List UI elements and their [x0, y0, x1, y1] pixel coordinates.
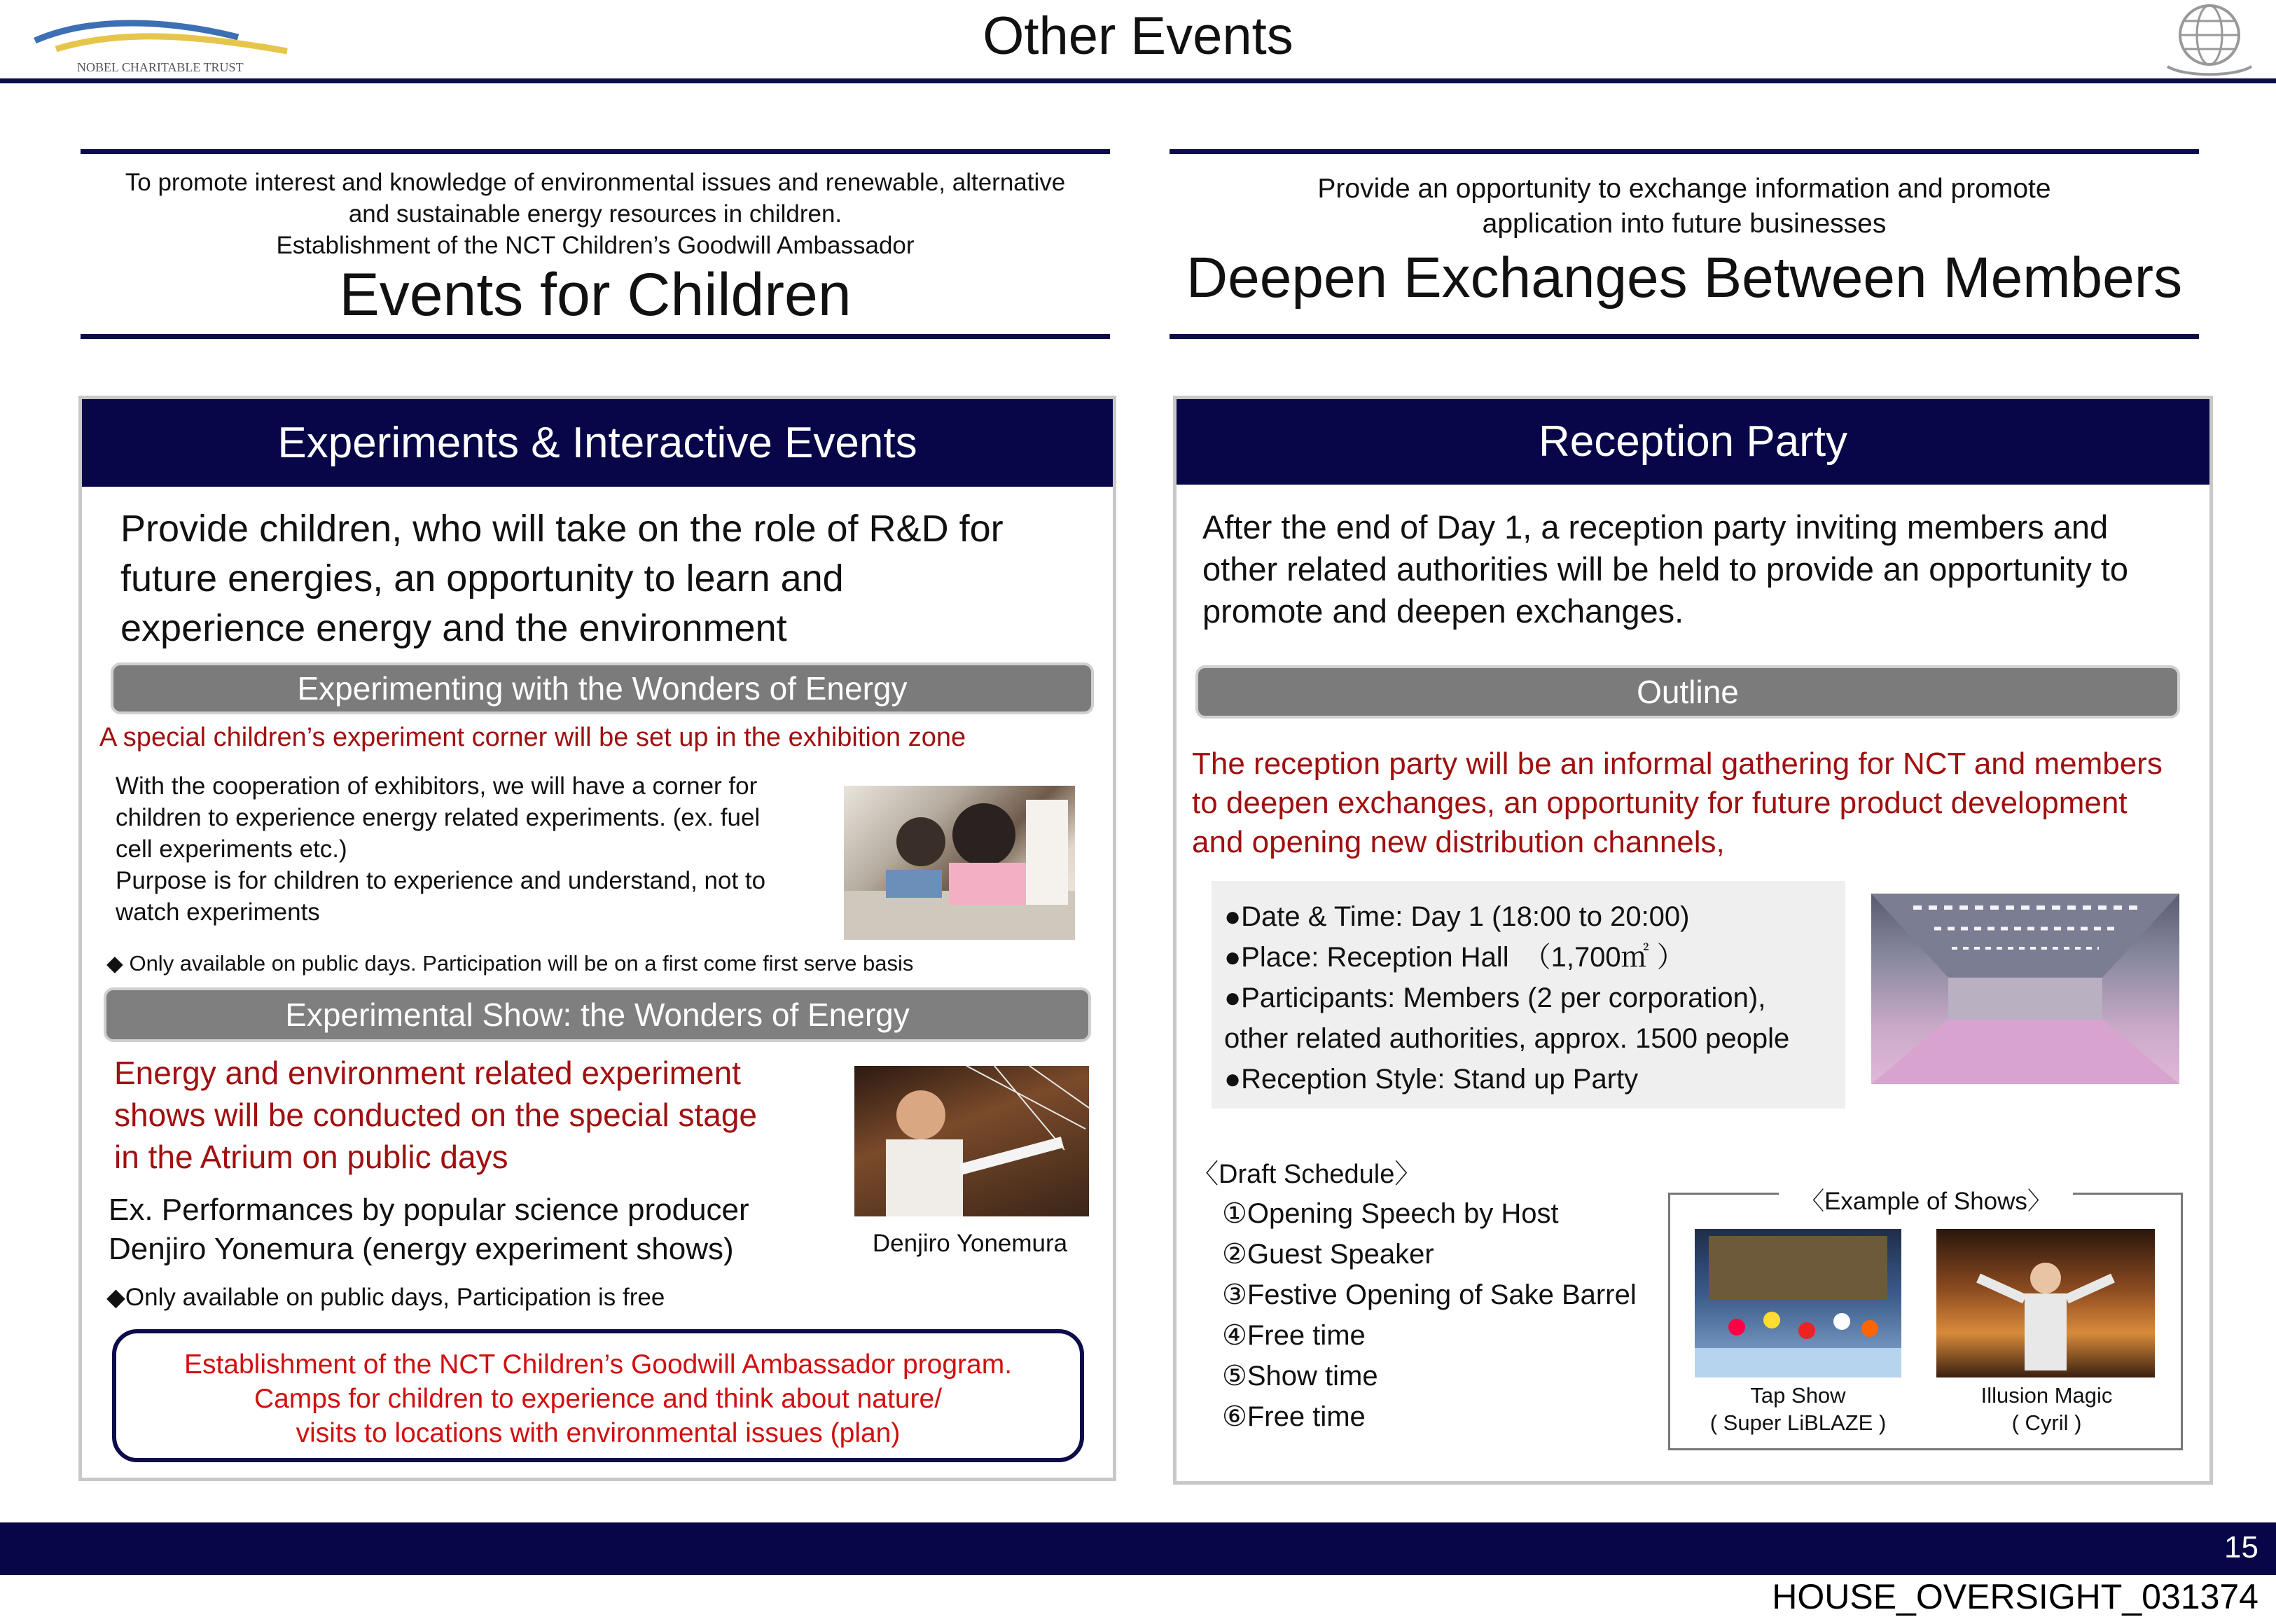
tap-show-caption [1681, 1382, 1915, 1436]
tap-show-caption-line: Tap Show [1750, 1383, 1846, 1408]
bar2-red-text [114, 1052, 856, 1178]
bar1-body-line: watch experiments [116, 898, 320, 926]
left-intro [77, 167, 1113, 261]
detail-line: ●Reception Style: Stand up Party [1224, 1064, 1639, 1095]
left-intro-line: To promote interest and knowledge of environmental issues and renewable, alternative [125, 169, 1066, 196]
denjiro-caption: Denjiro Yonemura [872, 1230, 1068, 1257]
schedule-item: ③Festive Opening of Sake Barrel [1222, 1279, 1637, 1310]
bar1-body [116, 770, 837, 928]
bar2-red-line: Energy and environment related experiment [114, 1055, 741, 1091]
logo-text: NOBEL CHARITABLE TRUST [77, 60, 244, 74]
schedule-item: ⑥Free time [1222, 1401, 1366, 1432]
left-intro-line: and sustainable energy resources in children. [348, 200, 842, 228]
right-lead-line: promote and deepen exchanges. [1202, 592, 1684, 630]
schedule-title: 〈Draft Schedule〉 [1192, 1160, 1422, 1189]
detail-line: ●Place: Reception Hall （1,700㎡ ） [1224, 942, 1685, 973]
illusion-magic-photo [1936, 1229, 2155, 1377]
outline-red-line: to deepen exchanges, an opportunity for future product development [1192, 786, 2128, 820]
outline-red [1192, 744, 2207, 862]
right-section-title: Deepen Exchanges Between Members [1186, 246, 2183, 310]
ambassador-line: Establishment of the NCT Children’s Goodwill Ambassador program. [183, 1349, 1013, 1380]
globe-icon [2157, 0, 2262, 81]
bar2-body [109, 1191, 865, 1269]
illusion-caption [1929, 1382, 2164, 1436]
page-title: Other Events [983, 6, 1293, 66]
details-box [1212, 881, 1845, 1109]
left-lead-line: experience energy and the environment [120, 607, 787, 649]
left-top-rule [81, 149, 1110, 154]
children-experiment-photo [844, 786, 1075, 940]
left-lead-line: Provide children, who will take on the role of R&D for [120, 508, 1004, 550]
bar1-body-line: cell experiments etc.) [116, 835, 347, 863]
left-panel-banner: Experiments & Interactive Events [82, 399, 1113, 487]
bar2-body-line: Ex. Performances by popular science producer [109, 1193, 749, 1227]
right-panel-banner: Reception Party [1177, 399, 2209, 485]
illusion-caption-line: Illusion Magic [1980, 1383, 2113, 1408]
right-lead [1202, 506, 2204, 632]
left-section-title: Events for Children [339, 261, 852, 328]
right-intro [1166, 172, 2202, 242]
bar1-body-line: Purpose is for children to experience and understand, not to [116, 867, 766, 894]
denjiro-photo [854, 1066, 1089, 1216]
logo-swoosh-icon [28, 13, 294, 62]
schedule-list [1222, 1193, 1677, 1437]
nct-logo [28, 13, 294, 76]
header-rule [0, 78, 2276, 83]
bar1-body-line: With the cooperation of exhibitors, we will have a corner for [116, 772, 758, 800]
bar1-note: ◆ Only available on public days. Participation will be on a first come first serve basis [106, 951, 914, 976]
shows-title: 〈Example of Shows〉 [1779, 1182, 2073, 1217]
outline-red-line: and opening new distribution channels, [1192, 825, 1725, 859]
tap-show-photo [1695, 1229, 1901, 1377]
right-lead-line: other related authorities will be held to provide an opportunity to [1202, 550, 2129, 588]
footer-bar [0, 1522, 2276, 1575]
tap-show-caption-line: ( Super LiBLAZE ) [1709, 1410, 1887, 1435]
schedule-item: ②Guest Speaker [1222, 1239, 1434, 1270]
bar2-red-line: in the Atrium on public days [114, 1139, 508, 1175]
left-intro-line: Establishment of the NCT Children’s Goodwill Ambassador [276, 232, 915, 259]
detail-line: ●Participants: Members (2 per corporation), [1224, 983, 1766, 1013]
schedule-item: ⑤Show time [1222, 1361, 1378, 1391]
left-bottom-rule [81, 334, 1110, 339]
schedule-item: ④Free time [1222, 1320, 1366, 1351]
right-top-rule [1170, 149, 2199, 154]
right-intro-line: application into future businesses [1482, 209, 1887, 239]
schedule-item: ①Opening Speech by Host [1222, 1198, 1559, 1229]
bar2-note: ◆Only available on public days, Participation is free [106, 1284, 665, 1311]
ambassador-line: Camps for children to experience and think about nature/ [254, 1384, 943, 1414]
reception-hall-photo [1871, 894, 2179, 1084]
detail-line: other related authorities, approx. 1500 people [1224, 1023, 1790, 1054]
ambassador-box [112, 1329, 1084, 1462]
page-number: 15 [2224, 1530, 2258, 1564]
right-bottom-rule [1170, 334, 2199, 339]
right-intro-line: Provide an opportunity to exchange information and promote [1317, 174, 2051, 204]
bar2-body-line: Denjiro Yonemura (energy experiment shows) [109, 1232, 734, 1266]
left-lead [120, 504, 1115, 653]
left-lead-line: future energies, an opportunity to learn and [120, 557, 844, 599]
bar2-red-line: shows will be conducted on the special stage [114, 1097, 758, 1133]
outline-red-line: The reception party will be an informal gathering for NCT and members [1192, 747, 2163, 781]
bar1-body-line: children to experience energy related experiments. (ex. fuel [116, 804, 761, 831]
bar1-red-text: A special children’s experiment corner will be set up in the exhibition zone [99, 723, 966, 752]
bar-experimental-show: Experimental Show: the Wonders of Energy [104, 987, 1091, 1042]
bar-experimenting: Experimenting with the Wonders of Energy [111, 662, 1094, 714]
right-lead-line: After the end of Day 1, a reception party inviting members and [1202, 508, 2109, 546]
outline-bar: Outline [1195, 665, 2180, 719]
ambassador-line: visits to locations with environmental issues (plan) [296, 1418, 901, 1448]
illusion-caption-line: ( Cyril ) [2011, 1410, 2082, 1435]
detail-line: ●Date & Time: Day 1 (18:00 to 20:00) [1224, 901, 1690, 932]
doc-id: HOUSE_OVERSIGHT_031374 [1772, 1577, 2258, 1616]
